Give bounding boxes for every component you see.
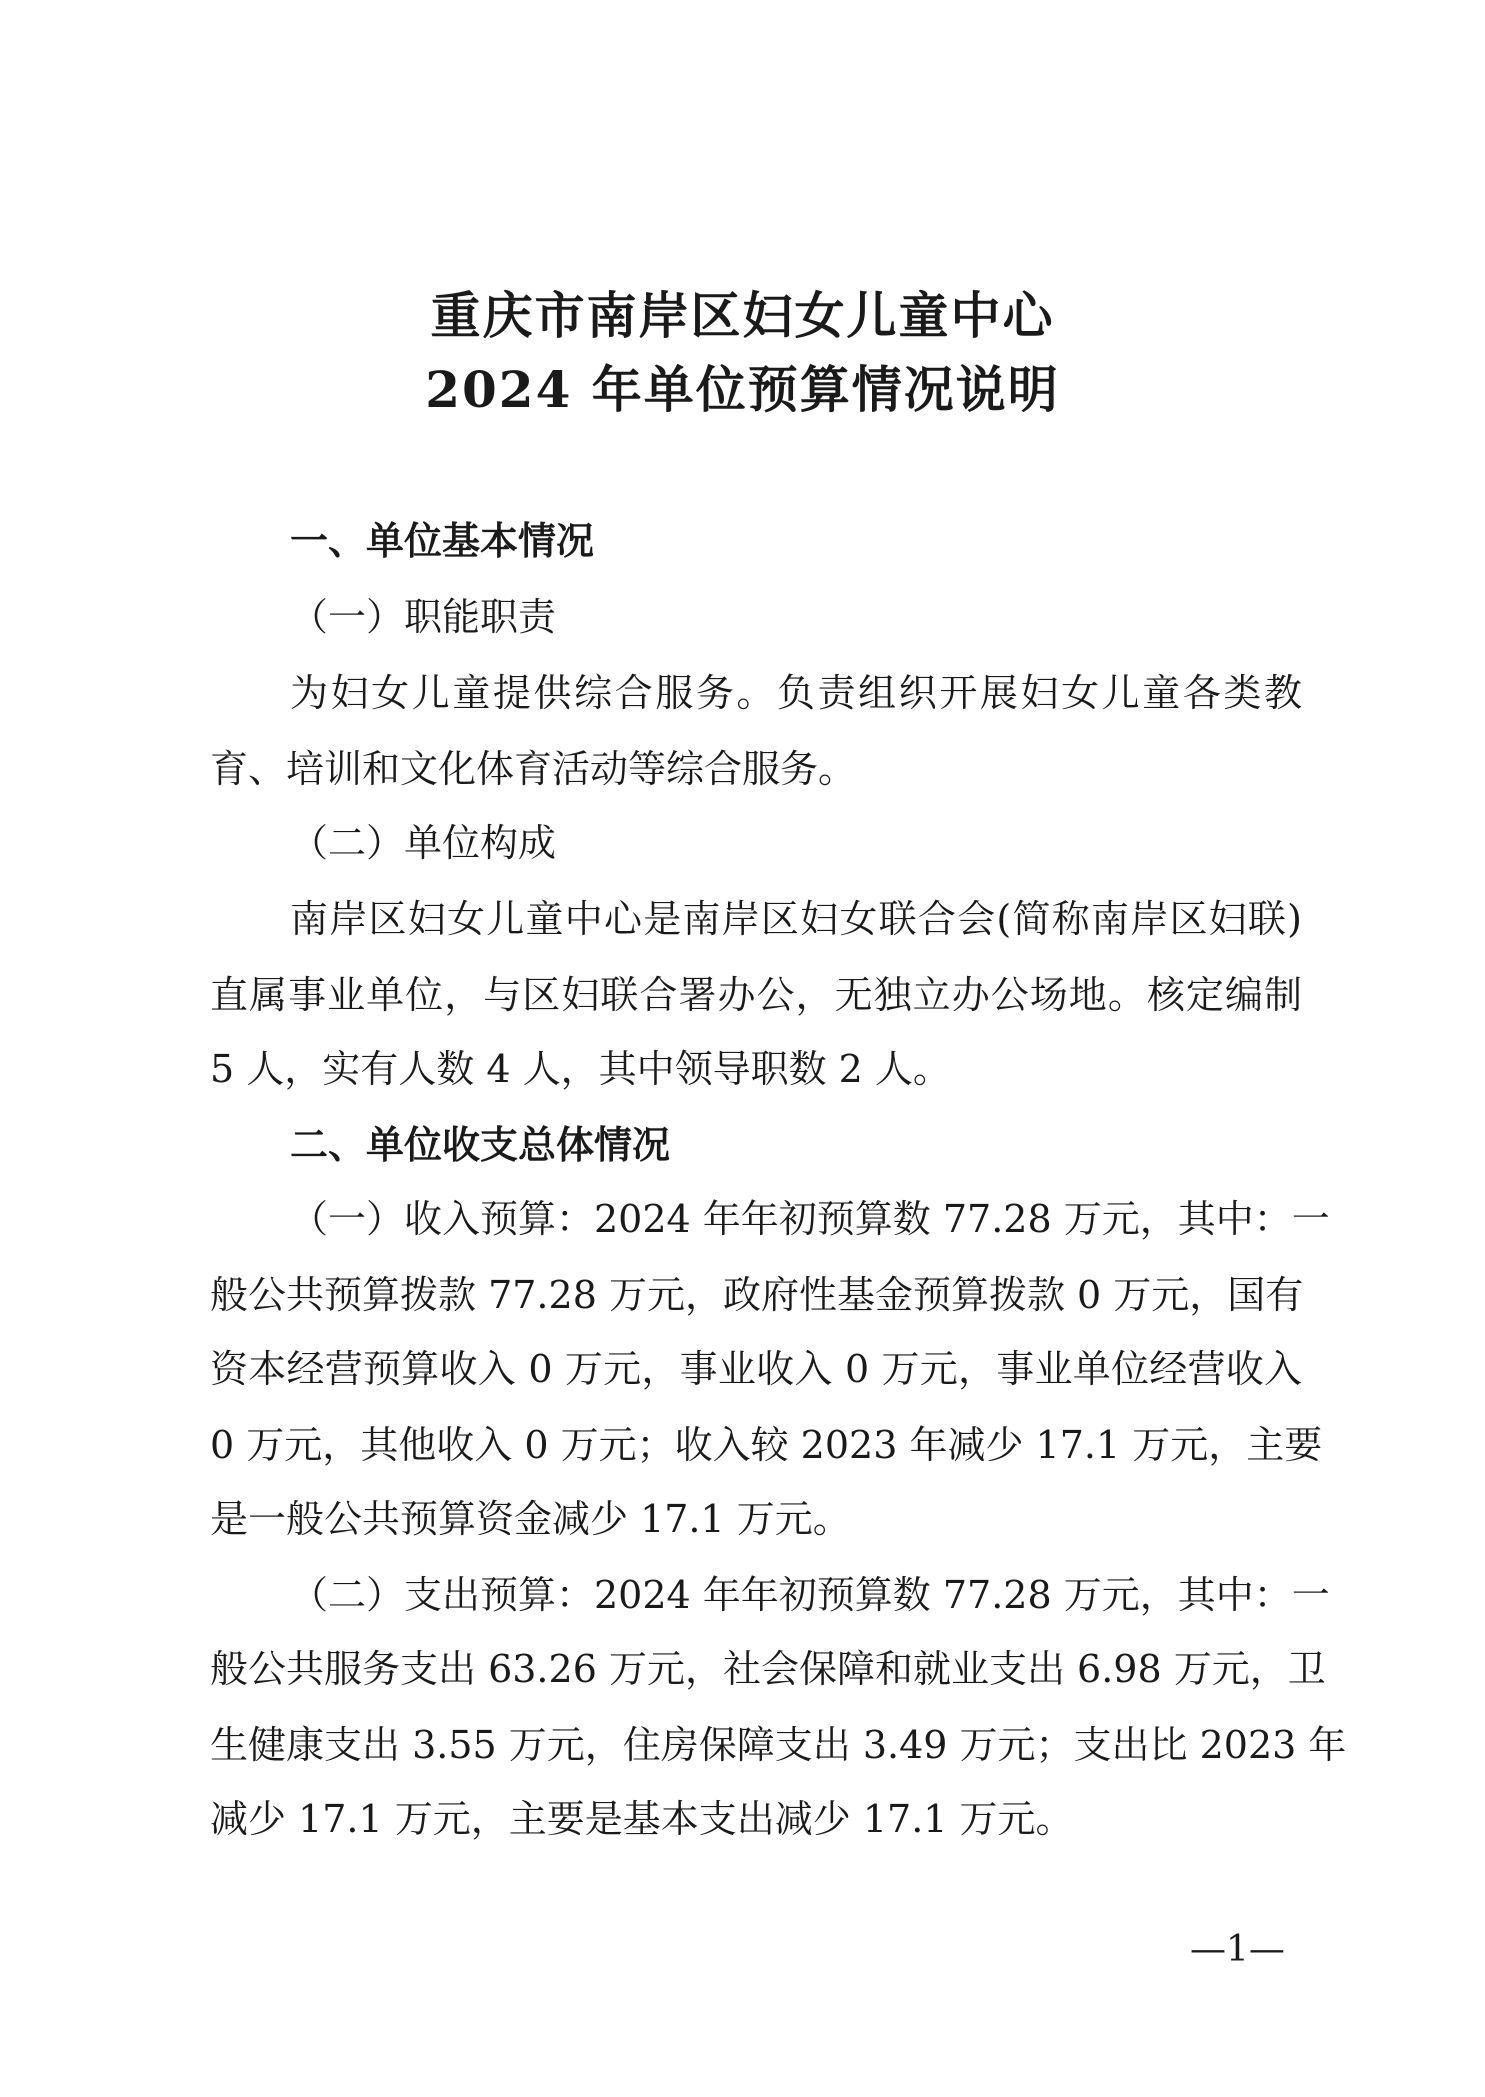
document-title-line2: 2024 年单位预算情况说明: [425, 360, 1060, 419]
section1-heading: 一、单位基本情况: [290, 518, 595, 563]
paragraph-line: 为妇女儿童提供综合服务。负责组织开展妇女儿童各类教: [290, 671, 1302, 715]
paragraph-line: 是一般公共预算资金减少 17.1 万元。: [210, 1497, 851, 1541]
paragraph-line: 育、培训和文化体育活动等综合服务。: [210, 747, 857, 791]
section1-sub1-heading: （一）职能职责: [290, 595, 557, 639]
paragraph-line: 般公共服务支出 63.26 万元，社会保障和就业支出 6.98 万元，卫: [210, 1647, 1326, 1691]
paragraph-line: 生健康支出 3.55 万元，住房保障支出 3.49 万元；支出比 2023 年: [210, 1723, 1347, 1767]
section1-sub2-heading: （二）单位构成: [290, 821, 557, 865]
paragraph-line: 减少 17.1 万元，主要是基本支出减少 17.1 万元。: [210, 1797, 1074, 1841]
section2-heading: 二、单位收支总体情况: [290, 1122, 671, 1167]
paragraph-line: （二）支出预算：2024 年年初预算数 77.28 万元，其中：一: [290, 1573, 1330, 1617]
paragraph-line: （一）收入预算：2024 年年初预算数 77.28 万元，其中：一: [290, 1197, 1330, 1241]
paragraph-line: 直属事业单位，与区妇联合署办公，无独立办公场地。核定编制: [210, 973, 1302, 1017]
paragraph-line: 南岸区妇女儿童中心是南岸区妇女联合会(简称南岸区妇联): [290, 897, 1302, 941]
paragraph-line: 5 人，实有人数 4 人，其中领导职数 2 人。: [210, 1047, 951, 1091]
document-title-line1: 重庆市南岸区妇女儿童中心: [430, 286, 1055, 345]
page-number: —1—: [1190, 1929, 1285, 1970]
paragraph-line: 资本经营预算收入 0 万元，事业收入 0 万元，事业单位经营收入: [210, 1347, 1302, 1391]
paragraph-line: 0 万元，其他收入 0 万元；收入较 2023 年减少 17.1 万元，主要: [210, 1423, 1323, 1467]
paragraph-line: 般公共预算拨款 77.28 万元，政府性基金预算拨款 0 万元，国有: [210, 1273, 1304, 1317]
